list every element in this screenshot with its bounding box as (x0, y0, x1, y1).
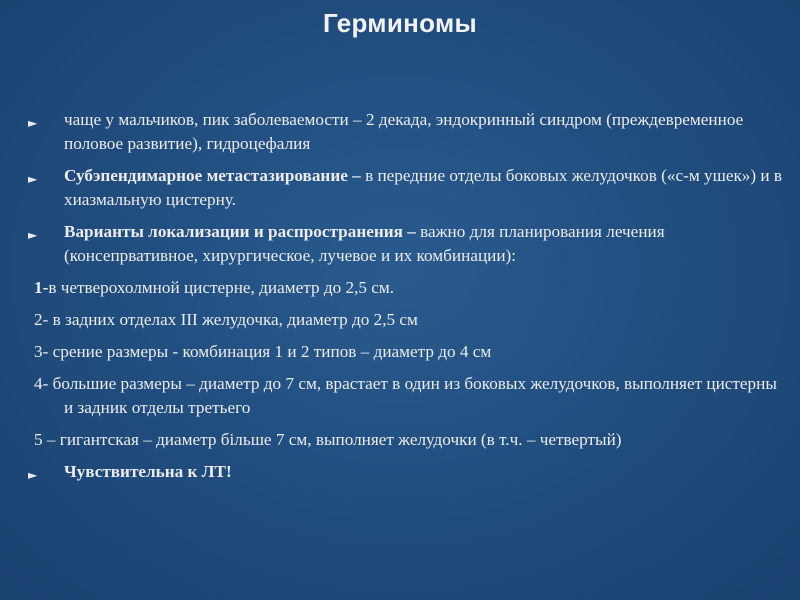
item-bold-text: 1- (34, 278, 49, 297)
item-bold-text: Субэпендимарное метастазирование – (64, 166, 361, 185)
item-bold-text: Чувствительна к ЛТ! (64, 462, 232, 481)
item-text: в четверохолмной цистерне, диаметр до 2,5 см. (48, 278, 395, 297)
list-item (28, 308, 783, 332)
slide-title: Герминомы (322, 8, 477, 38)
bullet-arrow-icon: ► (28, 172, 38, 186)
slide-content (28, 108, 783, 492)
list-item (28, 276, 783, 300)
list-item (28, 340, 783, 364)
bullet-arrow-icon: ► (28, 228, 38, 242)
list-item (28, 372, 783, 420)
bullet-arrow-icon: ► (28, 468, 38, 482)
item-text: в передние отделы боковых желудочков («с-м ушек») и в хиазмальную цистерну. (64, 166, 783, 209)
item-text: важно для планирования лечения (консепрвативное, хирургическое, лучевое и их комбинации): (64, 222, 665, 265)
item-text: 2- в задних отделах III желудочка, диаметр до 2,5 см (34, 310, 418, 329)
bullet-arrow-icon: ► (28, 116, 38, 130)
list-item (28, 220, 783, 268)
item-text: 4- большие размеры – диаметр до 7 см, врастает в один из боковых желудочков, выполняет цистерны и задник отделы третьего (34, 374, 777, 417)
item-text: 5 – гигантская – диаметр більше 7 см, выполняет желудочки (в т.ч. – четвертый) (34, 430, 622, 449)
list-item (28, 164, 783, 212)
item-text: чаще у мальчиков, пик заболеваемости – 2 декада, эндокринный синдром (преждевременное половое развитие), гидроцефалия (64, 110, 744, 153)
item-bold-text: Варианты локализации и распространения – (64, 222, 416, 241)
list-item (28, 428, 783, 452)
list-item (28, 108, 783, 156)
list-item (28, 460, 783, 484)
item-text: 3- срение размеры - комбинация 1 и 2 типов – диаметр до 4 см (34, 342, 492, 361)
